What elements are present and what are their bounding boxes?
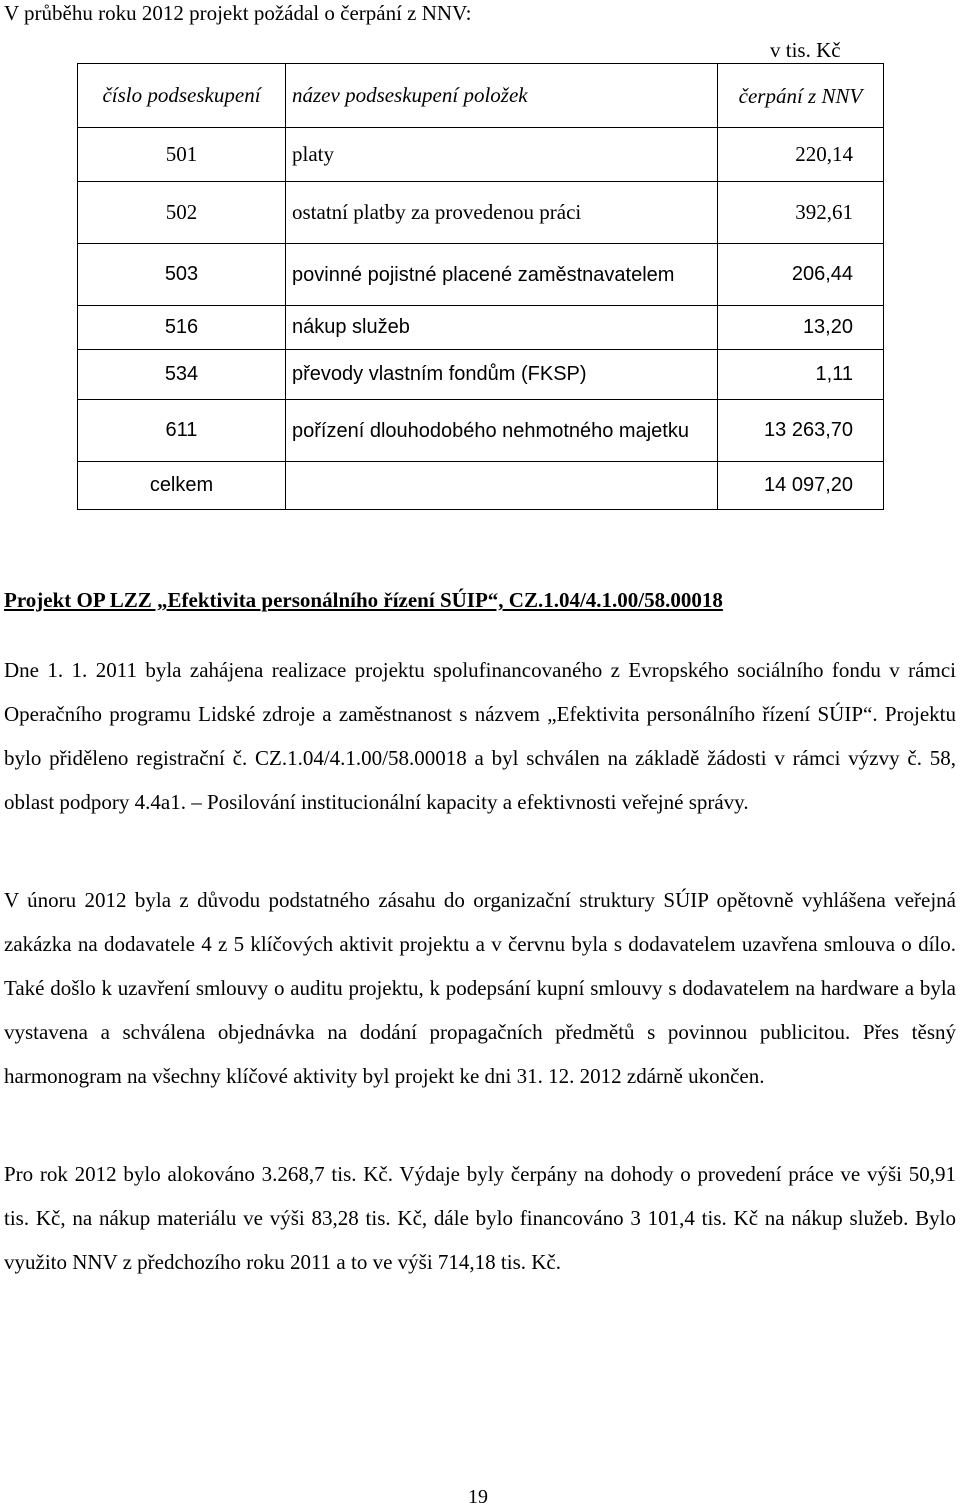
paragraph: Pro rok 2012 bylo alokováno 3.268,7 tis. Kč. Výdaje byly čerpány na dohody o provedení práce ve výši 50,91 tis. Kč, na nákup materiálu ve výši 83,28 tis. Kč, dále bylo financováno 3 101,4 tis. Kč na nákup služeb. Bylo využito NNV z předchozího roku 2011 a to ve výši 714,18 tis. Kč. [4, 1162, 956, 1274]
row-value: 13,20 [718, 306, 884, 350]
row-code: 534 [78, 350, 286, 400]
row-value: 220,14 [718, 128, 884, 182]
paragraph: V únoru 2012 byla z důvodu podstatného zásahu do organizační struktury SÚIP opětovně vyhlášena veřejná zakázka na dodavatele 4 z 5 klíčových aktivit projektu a v červnu byla s dodavatelem uzavřena smlouva o dílo. Také došlo k uzavření smlouvy o auditu projektu, k podepsání kupní smlouvy s dodavatelem na hardware a byla vystavena a schválena objednávka na dodání propagačních předmětů s povinnou publicitou. Přes těsný harmonogram na všechny klíčové aktivity byl projekt ke dni 31. 12. 2012 zdárně ukončen. [4, 888, 956, 1088]
project-heading: Projekt OP LZZ „Efektivita personálního řízení SÚIP“, CZ.1.04/4.1.00/58.00018 [4, 588, 723, 612]
row-value: 13 263,70 [718, 400, 884, 462]
row-value: 392,61 [718, 182, 884, 244]
total-spacer [286, 462, 718, 510]
intro-text: V průběhu roku 2012 projekt požádal o čerpání z NNV: [4, 1, 472, 25]
row-name: převody vlastním fondům (FKSP) [286, 350, 718, 400]
row-name: povinné pojistné placené zaměstnavatelem [286, 244, 718, 306]
row-code: 503 [78, 244, 286, 306]
row-code: 501 [78, 128, 286, 182]
table-row [78, 244, 884, 306]
table-row [78, 306, 884, 350]
table-header-row [78, 64, 884, 128]
table-row [78, 128, 884, 182]
paragraph: Dne 1. 1. 2011 byla zahájena realizace projektu spolufinancovaného z Evropského sociálního fondu v rámci Operačního programu Lidské zdroje a zaměstnanost s názvem „Efektivita personálního řízení SÚIP“. Projektu bylo přiděleno registrační č. CZ.1.04/4.1.00/58.00018 a byl schválen na základě žádosti v rámci výzvy č. 58, oblast podpory 4.4a1. – Posilování institucionální kapacity a efektivnosti veřejné správy. [4, 658, 956, 814]
row-name: platy [286, 128, 718, 182]
page-number: 19 [468, 1486, 488, 1508]
table-total-row [78, 462, 884, 510]
row-name: ostatní platby za provedenou práci [286, 182, 718, 244]
row-code: 611 [78, 400, 286, 462]
row-name: nákup služeb [286, 306, 718, 350]
row-code: 502 [78, 182, 286, 244]
table-row [78, 350, 884, 400]
header-code: číslo podseskupení [78, 64, 286, 128]
row-code: 516 [78, 306, 286, 350]
table-unit: v tis. Kč [770, 38, 841, 62]
row-name: pořízení dlouhodobého nehmotného majetku [286, 400, 718, 462]
table-row [78, 182, 884, 244]
row-value: 206,44 [718, 244, 884, 306]
table-row [78, 400, 884, 462]
total-label: celkem [78, 462, 286, 510]
row-value: 1,11 [718, 350, 884, 400]
header-value: čerpání z NNV [718, 64, 884, 128]
header-name: název podseskupení položek [286, 64, 718, 128]
total-value: 14 097,20 [718, 462, 884, 510]
budget-table [77, 63, 884, 510]
